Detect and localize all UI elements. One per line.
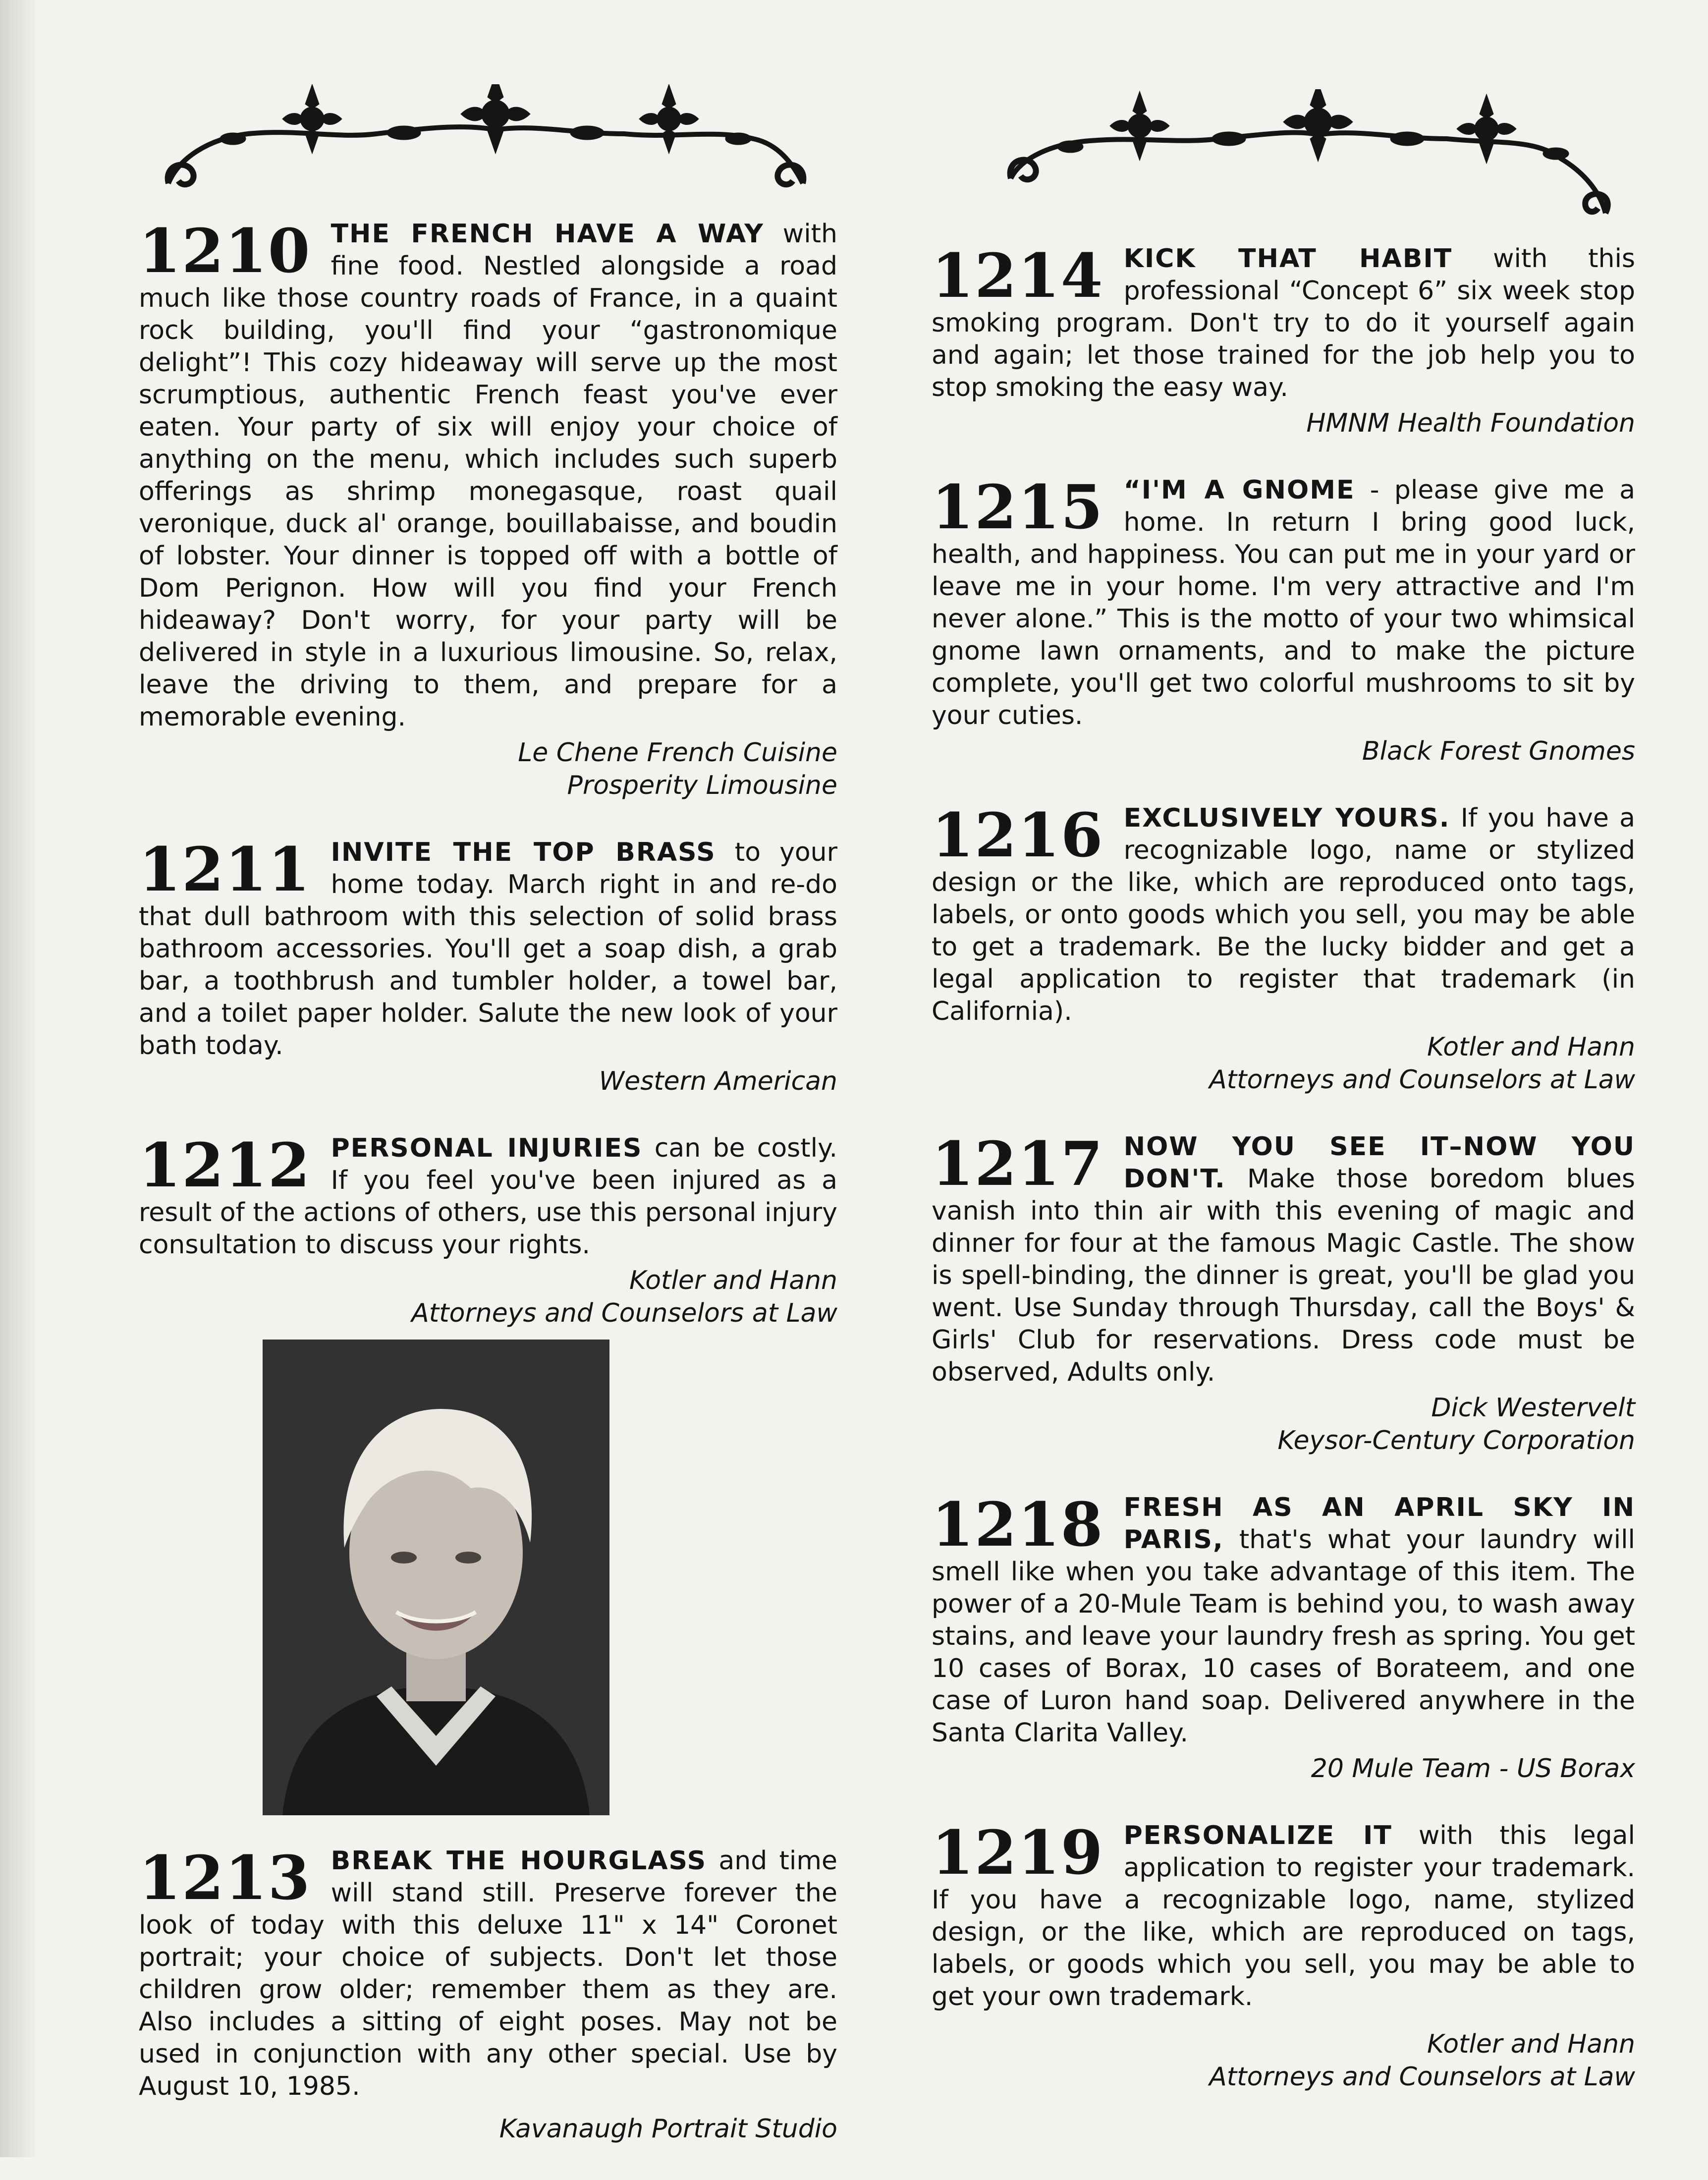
item-headline: PERSONAL INJURIES xyxy=(331,1133,643,1163)
item-donor xyxy=(932,2028,1635,2093)
item-number: 1212 xyxy=(139,1129,311,1201)
item-headline: KICK THAT HABIT xyxy=(1123,244,1453,274)
donor-line: Attorneys and Counselors at Law xyxy=(1209,1065,1635,1095)
item-body: Make those boredom blues vanish into thin air with this evening of magic and dinner for four at the famous Magic Castle. The show is spell-binding, the dinner is great, you'll be glad you went. Use Sunday through Thursday, call the Boys' & Girls' Club for reservations. Dress code must be observed, Adults only. xyxy=(932,1164,1635,1387)
item-donor xyxy=(932,1031,1635,1096)
item-body: that's what your laundry will smell like when you take advantage of this item. The power of a 20-Mule Team is behind you, to wash away stains, and leave your laundry fresh as spring. You get 10 cases of Borax, 10 cases of Borateem, and one case of Luron hand soap. Delivered anywhere in the Santa Clarita Valley. xyxy=(932,1525,1635,1748)
donor-line: Kotler and Hann xyxy=(1427,2029,1635,2059)
item-headline: PERSONALIZE IT xyxy=(1123,1821,1392,1850)
item-number: 1213 xyxy=(139,1842,311,1913)
item-headline: EXCLUSIVELY YOURS. xyxy=(1123,803,1450,833)
donor-line: Kavanaugh Portrait Studio xyxy=(499,2114,837,2144)
portrait-photo xyxy=(263,1340,609,1815)
donor-line: Kotler and Hann xyxy=(629,1266,837,1295)
item-number: 1215 xyxy=(932,471,1104,543)
item-donor xyxy=(139,736,837,802)
item-text xyxy=(932,471,1635,732)
item-text xyxy=(139,834,838,1062)
item-body: to your home today. March right in and re-do that dull bathroom with this selection of solid brass bathroom accessories. You'll get a soap dish, a grab bar, a toothbrush and tumbler holder, a towel bar, and a toilet paper holder. Salute the new look of your bath today. xyxy=(139,838,838,1061)
donor-line: Le Chene French Cuisine xyxy=(518,738,837,768)
item-number: 1211 xyxy=(139,834,311,905)
donor-line: Kotler and Hann xyxy=(1427,1032,1635,1062)
item-text xyxy=(932,799,1635,1028)
item-donor xyxy=(932,735,1635,768)
item-text xyxy=(932,1489,1635,1749)
donor-line: Attorneys and Counselors at Law xyxy=(411,1298,837,1328)
item-body: - please give me a home. In return I bring good luck, health, and happiness. You can put me in your yard or leave me in your home. I'm very attractive and I'm never alone.” This is the motto of your two whimsical gnome lawn ornaments, and to make the picture complete, you'll get two colorful mushrooms to sit by your cuties. xyxy=(932,475,1635,730)
item-text xyxy=(139,1129,837,1261)
auction-item-1213 xyxy=(139,1842,838,2145)
item-number: 1214 xyxy=(932,240,1104,311)
item-number: 1216 xyxy=(932,799,1104,871)
item-donor xyxy=(139,1065,837,1098)
auction-item-1217 xyxy=(932,1128,1635,1457)
item-donor xyxy=(932,1752,1635,1785)
auction-item-1210 xyxy=(139,215,837,802)
donor-line: 20 Mule Team - US Borax xyxy=(1311,1754,1635,1784)
auction-item-1216 xyxy=(932,799,1635,1096)
donor-line: Prosperity Limousine xyxy=(567,771,837,800)
left-column xyxy=(139,215,838,2180)
item-body: with fine food. Nestled alongside a road much like those country roads of France, in a quaint rock building, you'll find your “gastronomique delight”! This cozy hideaway will serve up the most scrumptious, authentic French feast you've ever eaten. Your party of six will enjoy your choice of anything on the menu, which includes such superb offerings as shrimp monegasque, roast quail veronique, duck al' orange, bouillabaisse, and boudin of lobster. Your dinner is topped off with a bottle of Dom Perignon. How will you find your French hideaway? Don't worry, for your party will be delivered in style in a luxurious limousine. So, relax, leave the driving to them, and prepare for a memorable evening. xyxy=(139,219,837,732)
item-donor xyxy=(932,1392,1635,1457)
donor-line: HMNM Health Foundation xyxy=(1306,408,1635,438)
item-headline: BREAK THE HOURGLASS xyxy=(331,1846,707,1876)
item-number: 1218 xyxy=(932,1489,1104,1560)
donor-line: Black Forest Gnomes xyxy=(1362,736,1635,766)
item-headline: THE FRENCH HAVE A WAY xyxy=(331,219,764,249)
item-body: with this professional “Concept 6” six week stop smoking program. Don't try to do it yourself again and again; let those trained for the job help you to stop smoking the easy way. xyxy=(932,244,1635,402)
item-headline: NOW YOU SEE IT–NOW YOU DON'T. xyxy=(1123,1132,1635,1194)
item-text xyxy=(932,240,1635,404)
item-donor xyxy=(139,1264,837,1330)
page-gutter-shadow xyxy=(0,0,35,2157)
item-body: If you have a recognizable logo, name or stylized design or the like, which are reproduced onto tags, labels, or onto goods which you sell, you may be able to get a trademark. Be the lucky bidder and get a legal application to register that trademark (in California). xyxy=(932,803,1635,1026)
right-column xyxy=(932,240,1635,2128)
item-number: 1219 xyxy=(932,1817,1104,1888)
item-headline: “I'M A GNOME xyxy=(1123,475,1355,505)
item-number: 1217 xyxy=(932,1128,1104,1199)
item-text xyxy=(139,1842,838,2103)
ornament-right-icon xyxy=(991,89,1625,218)
item-body: with this legal application to register your trademark. If you have a recognizable logo, name, stylized design, or the like, which are reproduced on tags, labels, or goods which you sell, you may be able to get your own trademark. xyxy=(932,1821,1635,2012)
ornament-left-icon xyxy=(149,84,823,198)
item-text xyxy=(932,1817,1635,2013)
auction-item-1215 xyxy=(932,471,1635,768)
auction-item-1211 xyxy=(139,834,838,1098)
auction-item-1218 xyxy=(932,1489,1635,1785)
item-number: 1210 xyxy=(139,215,311,286)
donor-line: Attorneys and Counselors at Law xyxy=(1209,2062,1635,2092)
auction-item-1212 xyxy=(139,1129,837,1330)
item-text xyxy=(932,1128,1635,1389)
donor-line: Dick Westervelt xyxy=(1431,1393,1635,1423)
item-body: can be costly. If you feel you've been injured as a result of the actions of others, use this personal injury consultation to discuss your rights. xyxy=(139,1133,837,1260)
auction-item-1214 xyxy=(932,240,1635,440)
item-headline: INVITE THE TOP BRASS xyxy=(331,838,716,867)
donor-line: Keysor-Century Corporation xyxy=(1277,1426,1635,1455)
item-headline: FRESH AS AN APRIL SKY IN PARIS, xyxy=(1123,1493,1635,1555)
item-text xyxy=(139,215,837,733)
auction-item-1219 xyxy=(932,1817,1635,2093)
item-body: and time will stand still. Preserve forever the look of today with this deluxe 11" x 14" Coronet portrait; your choice of subjects. Don't let those children grow older; remember them as they are. Also includes a sitting of eight poses. May not be used in conjunction with any other special. Use by August 10, 1985. xyxy=(139,1846,838,2101)
donor-line: Western American xyxy=(599,1066,837,1096)
item-donor xyxy=(932,407,1635,440)
item-donor xyxy=(139,2113,837,2145)
